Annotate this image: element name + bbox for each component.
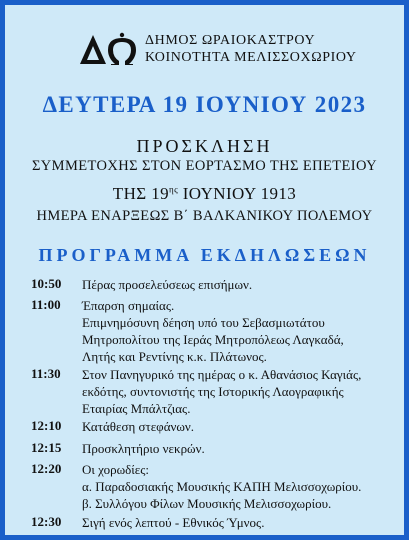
anniversary-date-pre: ΤΗΣ 19: [112, 184, 170, 203]
schedule-line: Επιμνημόσυνη δέηση υπό του Σεβασμιωτάτου: [82, 315, 325, 330]
schedule-line: Έπαρση σημαίας.: [82, 298, 175, 313]
program-title: ΠΡΟΓΡΑΜΜΑ ΕΚΔΗΛΩΣΕΩΝ: [38, 245, 371, 265]
schedule-time: 11:00: [31, 297, 61, 312]
schedule-line: Εταιρίας Μπάλτζιας.: [82, 401, 191, 416]
municipality-logo: [77, 32, 139, 66]
schedule-line: εκδότης, συντονιστής της Ιστορικής Λαογραφικής: [82, 384, 344, 399]
schedule-line: β. Συλλόγου Φίλων Μουσικής Μελισσοχωρίου.: [82, 496, 332, 511]
schedule-line: Προσκλητήριο νεκρών.: [82, 441, 205, 456]
invitation-subtitle: ΣΥΜΜΕΤΟΧΗΣ ΣΤΟΝ ΕΟΡΤΑΣΜΟ ΤΗΣ ΕΠΕΤΕΙΟΥ: [31, 158, 378, 174]
schedule-line: Πέρας προσελεύσεως επισήμων.: [82, 277, 253, 292]
schedule-time: 12:15: [31, 440, 62, 455]
schedule-line: Λητής και Ρεντίνης κ.κ. Πλάτωνος.: [82, 349, 267, 364]
anniversary-date-ordinal: ης: [169, 184, 179, 195]
schedule-line: Κατάθεση στεφάνων.: [82, 419, 195, 434]
schedule-line: Στον Πανηγυρικό της ημέρας ο κ. Αθανάσιος Καγιάς,: [82, 367, 362, 382]
event-date: ΔΕΥΤΕΡΑ 19 ΙΟΥΝΙΟΥ 2023: [42, 92, 367, 117]
schedule-time: 12:20: [31, 461, 62, 476]
schedule-line: Οι χορωδίες:: [82, 462, 150, 477]
municipality-name: ΔΗΜΟΣ ΩΡΑΙΟΚΑΣΤΡΟΥ: [145, 33, 316, 48]
schedule-time: 12:10: [31, 418, 62, 433]
schedule-line: α. Παραδοσιακής Μουσικής ΚΑΠΗ Μελισσοχωρίου.: [82, 479, 362, 494]
anniversary-date-line: [5, 184, 404, 204]
schedule-time: 10:50: [31, 276, 62, 291]
schedule-line: Σιγή ενός λεπτού - Εθνικός Ύμνος.: [82, 515, 265, 530]
schedule-line: Μητροπολίτου της Ιεράς Μητροπόλεως Λαγκαδά,: [82, 332, 344, 347]
war-start-line: ΗΜΕΡΑ ΕΝΑΡΞΕΩΣ Β΄ ΒΑΛΚΑΝΙΚΟΥ ΠΟΛΕΜΟΥ: [36, 208, 373, 224]
schedule-time: 12:30: [31, 514, 62, 529]
header: [77, 30, 377, 70]
community-name: ΚΟΙΝΟΤΗΤΑ ΜΕΛΙΣΣΟΧΩΡΙΟΥ: [145, 50, 357, 65]
schedule-time: 11:30: [31, 366, 61, 381]
anniversary-date-post: ΙΟΥΝΙΟΥ 1913: [178, 184, 297, 203]
invitation-title: ΠΡΟΣΚΛΗΣΗ: [136, 136, 273, 156]
